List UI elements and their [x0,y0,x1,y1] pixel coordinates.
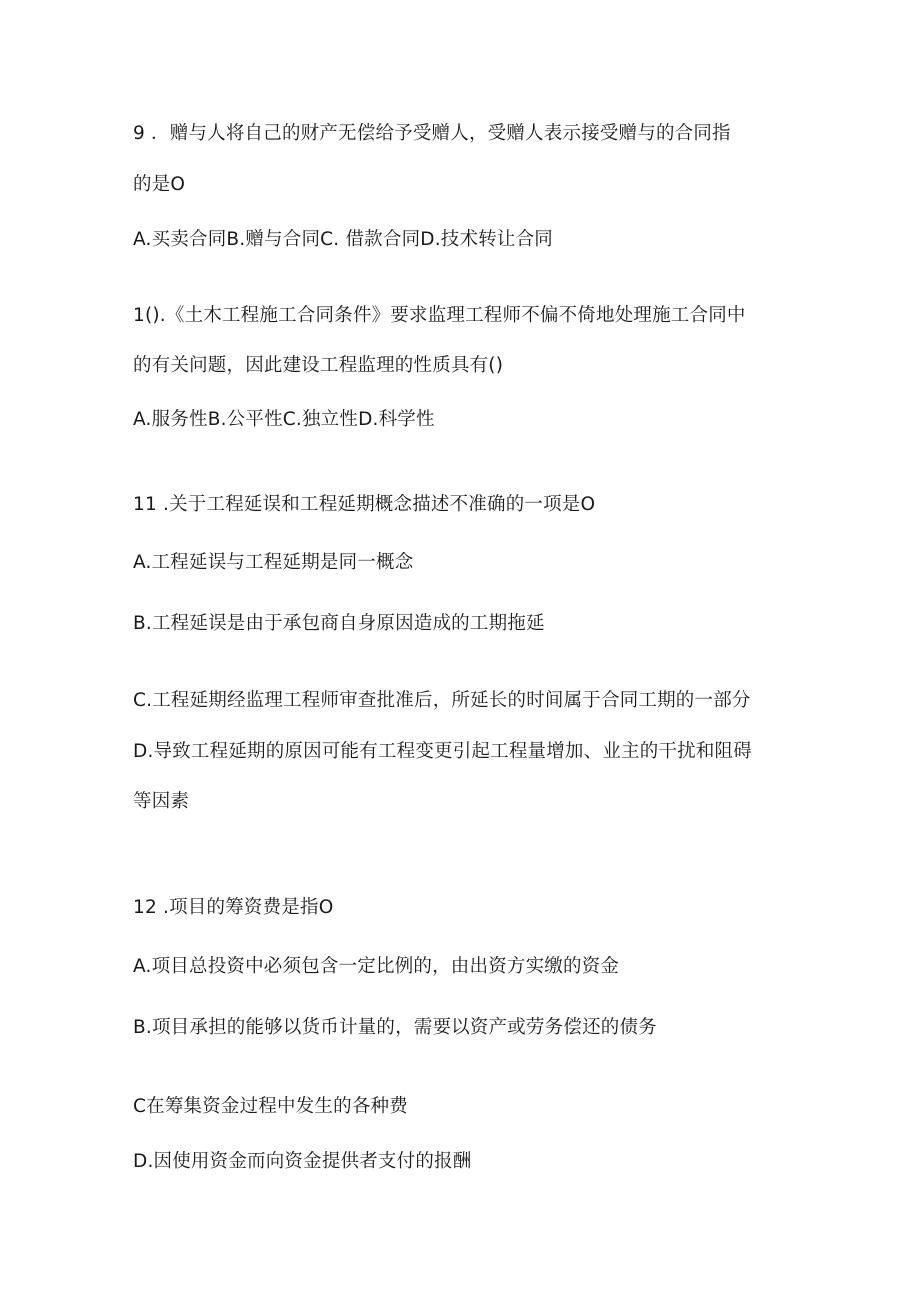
question-10-stem-line-2: 的有关问题，因此建设工程监理的性质具有() [133,355,504,376]
question-11-option-d-line-1: D.导致工程延期的原因可能有工程变更引起工程量增加、业主的干扰和阻碍 [133,741,752,762]
question-9-stem-line-2: 的是O [133,174,186,195]
question-11-option-a: A.工程延误与工程延期是同一概念 [133,552,414,573]
question-9-options: A.买卖合同B.赠与合同C. 借款合同D.技术转让合同 [133,229,553,250]
question-10-options: A.服务性B.公平性C.独立性D.科学性 [133,409,435,430]
question-10-stem-line-1: 1().《土木工程施工合同条件》要求监理工程师不偏不倚地处理施工合同中 [133,305,746,326]
question-11-option-d-line-2: 等因素 [133,791,190,812]
question-12-option-d: D.因使用资金而向资金提供者支付的报酬 [133,1151,472,1172]
question-12-stem: 12 .项目的筹资费是指O [133,897,334,918]
question-11-stem: 11 .关于工程延误和工程延期概念描述不准确的一项是O [133,494,596,515]
question-9-stem-line-1: 9 ．赠与人将自己的财产无偿给予受赠人，受赠人表示接受赠与的合同指 [133,123,731,144]
question-11-option-b: B.工程延误是由于承包商自身原因造成的工期拖延 [133,613,545,634]
question-12-option-b: B.项目承担的能够以货币计量的，需要以资产或劳务偿还的债务 [133,1017,657,1038]
question-12-option-c: C在筹集资金过程中发生的各种费 [133,1096,408,1117]
question-11-option-c: C.工程延期经监理工程师审查批准后，所延长的时间属于合同工期的一部分 [133,690,751,711]
question-12-option-a: A.项目总投资中必须包含一定比例的，由出资方实缴的资金 [133,956,620,977]
